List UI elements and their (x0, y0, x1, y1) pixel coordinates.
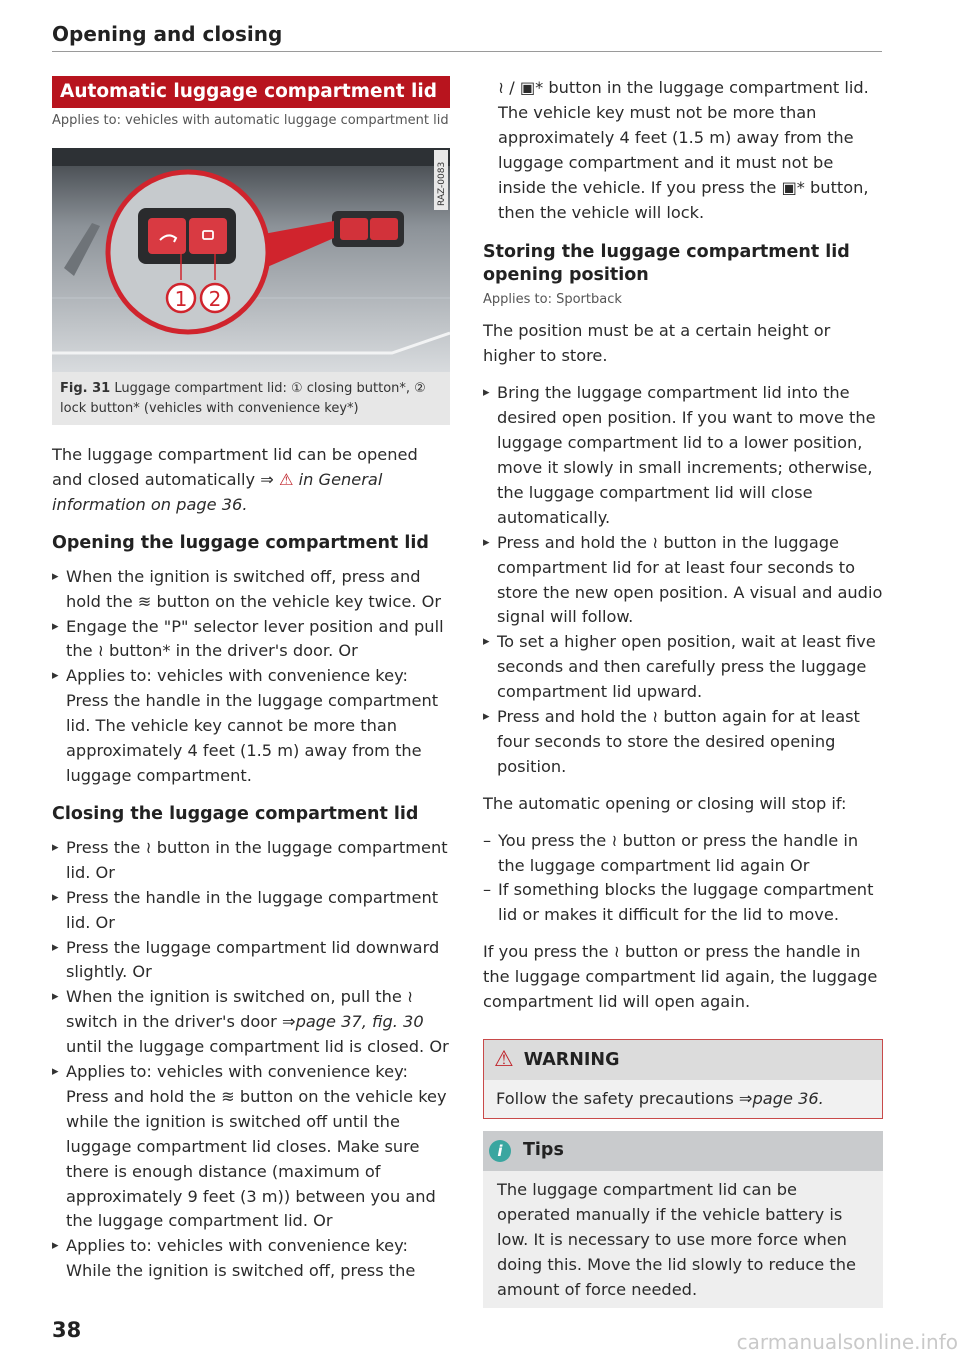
luggage-lid-illustration (52, 148, 450, 372)
caption-part-b: closing button*, (302, 381, 415, 396)
tips-title: Tips (523, 1140, 564, 1161)
section-banner: Automatic luggage compartment lid (52, 76, 450, 108)
tips-header (483, 1131, 883, 1171)
list-item: ▸ Press the ≀ button in the luggage compartment lid. Or (52, 836, 450, 886)
heading-opening: Opening the luggage compartment lid (52, 532, 429, 553)
lid-icon: ≀ (652, 532, 659, 552)
list-item: ▸ Bring the luggage compartment lid into the desired open position. If you want to move the luggage compartment lid to a lower position, move it slowly in small increments; otherwise, the luggage compartment lid will close automatically. (483, 381, 883, 530)
warning-triangle-icon: ⚠ (278, 469, 294, 489)
list-item: ▸ When the ignition is switched on, pull the ≀ switch in the driver's door ⇒page 37, fig. 30 until the luggage compartment lid is closed. Or (52, 985, 450, 1060)
lid-2x-icon: ≋ (221, 1086, 235, 1106)
callout-2: 2 (208, 287, 222, 311)
list-item: ▸ Applies to: vehicles with convenience key: While the ignition is switched off, press the (52, 1234, 450, 1284)
warning-header (484, 1040, 882, 1080)
lid-icon: ≀ (611, 830, 618, 850)
storing-list (483, 381, 883, 780)
list-item: ▸ When the ignition is switched off, press and hold the ≋ button on the vehicle key twice. Or (52, 565, 450, 615)
heading-storing: Storing the luggage compartment lid opening position (483, 242, 850, 286)
warning-body: Follow the safety precautions ⇒page 36. (484, 1080, 882, 1118)
list-item: ▸ Press and hold the ≀ button again for at least four seconds to store the desired opening position. (483, 705, 883, 780)
lid-icon: ≀ (97, 641, 104, 661)
figure-illustration (52, 148, 450, 372)
page-number: 38 (52, 1318, 82, 1342)
figure-31 (52, 148, 450, 425)
lid-icon: ≀ (407, 987, 414, 1007)
reopen-paragraph: If you press the ≀ button or press the handle in the luggage compartment lid again, the luggage compartment lid will open again. (483, 942, 878, 1012)
list-item: ▸ To set a higher open position, wait at least five seconds and then carefully press the luggage compartment lid upward. (483, 630, 883, 705)
circled-2-icon: ② (414, 381, 426, 396)
lock-icon: ▣ (519, 78, 536, 97)
lid-icon: ≀ (498, 78, 505, 97)
warning-title: WARNING (523, 1049, 620, 1070)
stop-list (483, 829, 883, 929)
opening-list (52, 565, 450, 789)
info-icon: i (489, 1140, 511, 1162)
warning-triangle-icon: ⚠ (494, 1046, 514, 1072)
arrow-ref-icon: ⇒ (260, 469, 274, 489)
list-item: ▸ Press and hold the ≀ button in the luggage compartment lid for at least four seconds to store the new open position. A visual and audio signal will follow. (483, 531, 883, 631)
page-header-title: Opening and closing (52, 22, 283, 46)
tips-body: The luggage compartment lid can be operated manually if the vehicle battery is low. It is necessary to use more force when doing this. Move the lid slowly to reduce the amount of force needed. (483, 1171, 883, 1309)
list-item: – If something blocks the luggage compartment lid or makes it difficult for the lid to move. (483, 878, 883, 928)
figure-code: RAZ-0083 (437, 161, 447, 206)
tips-box (483, 1131, 883, 1309)
heading-closing: Closing the luggage compartment lid (52, 803, 419, 824)
applies-sportback: Applies to: Sportback (483, 292, 622, 308)
crossref-page-37[interactable]: page 37, fig. 30 (295, 1012, 424, 1032)
store-intro: The position must be at a certain height or higher to store. (483, 321, 831, 366)
caption-part-c: lock button* (vehicles with convenience key*) (60, 401, 359, 416)
header-divider (52, 51, 882, 52)
intro-paragraph: The luggage compartment lid can be opened and closed automatically ⇒ ⚠ in General information on page 36. (52, 445, 418, 514)
circled-1-icon: ① (291, 381, 303, 396)
arrow-ref-icon: ⇒ (738, 1089, 753, 1108)
closing-list (52, 836, 450, 1284)
list-item: ▸ Press the luggage compartment lid downward slightly. Or (52, 936, 450, 986)
list-item: ▸ Engage the "P" selector lever position and pull the ≀ button* in the driver's door. Or (52, 615, 450, 665)
watermark: carmanualsonline.info (736, 1330, 958, 1354)
right-column (483, 76, 883, 1308)
lid-icon: ≀ (613, 942, 620, 962)
intro-crossref[interactable]: in General information on page 36. (52, 469, 383, 514)
warning-crossref[interactable]: page 36. (752, 1089, 824, 1108)
list-item: ▸ Applies to: vehicles with convenience key: Press the handle in the luggage compartment lid. The vehicle key cannot be more than approximately 4 feet (1.5 m) away from the luggage compartment. (52, 664, 450, 789)
lock-icon: ▣ (781, 177, 797, 197)
list-item: ▸ Press the handle in the luggage compartment lid. Or (52, 886, 450, 936)
stop-intro: The automatic opening or closing will stop if: (483, 793, 847, 813)
continued-paragraph: ≀ / ▣* button in the luggage compartment lid. The vehicle key must not be more than approximately 4 feet (1.5 m) away from the luggage compartment and it must not be inside the vehicle. If you press the ▣* button, then the vehicle will lock. (498, 78, 869, 222)
list-item: – You press the ≀ button or press the handle in the luggage compartment lid again Or (483, 829, 883, 879)
lid-icon: ≀ (145, 837, 152, 857)
arrow-ref-icon: ⇒ (281, 1012, 296, 1032)
warning-box (483, 1039, 883, 1119)
left-column (52, 76, 450, 1284)
lid-2x-icon: ≋ (137, 591, 152, 611)
caption-part-a: Luggage compartment lid: (114, 381, 291, 396)
list-item: ▸ Applies to: vehicles with convenience key: Press and hold the ≋ button on the vehicle key while the ignition is switched off until the luggage compartment lid closes. Make sure there is enough distance (maximum of approximately 9 feet (3 m)) between you and the luggage compartment lid. Or (52, 1060, 450, 1234)
figure-caption (52, 372, 450, 425)
lid-icon: ≀ (652, 707, 659, 727)
applies-to-note: Applies to: vehicles with automatic luggage compartment lid (52, 113, 449, 128)
figure-label: Fig. 31 (60, 381, 111, 396)
callout-1: 1 (174, 287, 188, 311)
